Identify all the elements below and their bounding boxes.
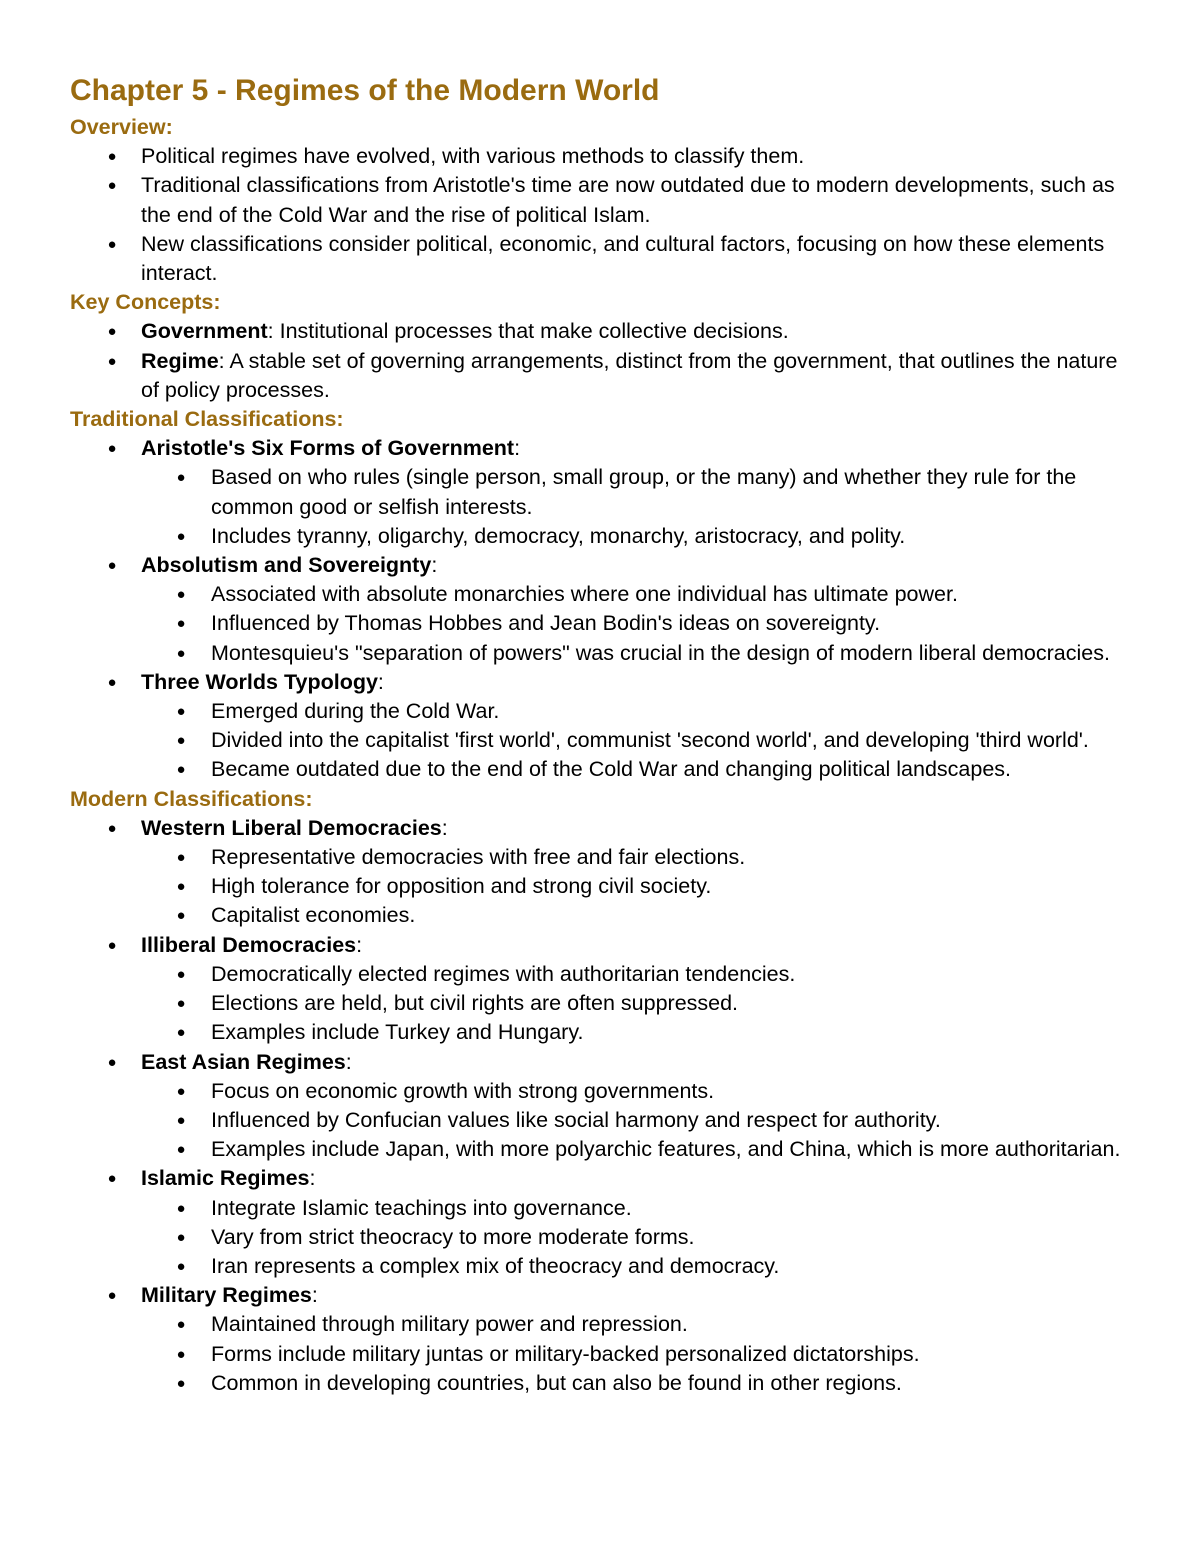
document-body	[70, 113, 1140, 1398]
bullet-list	[70, 434, 1140, 784]
term-separator: :	[356, 932, 363, 957]
sub-bullet-list	[141, 960, 1140, 1048]
list-item	[70, 317, 1140, 346]
sub-list-item	[141, 1369, 1140, 1398]
item-text: Political regimes have evolved, with various methods to classify them.	[141, 144, 805, 169]
term-label: Three Worlds Typology	[141, 669, 378, 694]
sub-item-text: Focus on economic growth with strong governments.	[211, 1078, 715, 1103]
term-separator: :	[514, 436, 521, 461]
sub-list-item	[141, 872, 1140, 901]
item-text: A stable set of governing arrangements, distinct from the government, that outlines the nature of policy processes.	[141, 348, 1118, 402]
list-item	[70, 347, 1140, 405]
sub-item-text: Democratically elected regimes with authoritarian tendencies.	[211, 961, 796, 986]
bullet-icon: ●	[107, 177, 117, 195]
document-page	[70, 70, 1140, 1398]
sub-list-item	[141, 901, 1140, 930]
bullet-icon: ●	[176, 1316, 186, 1334]
sub-list-item	[141, 1340, 1140, 1369]
sub-item-text: Influenced by Thomas Hobbes and Jean Bodin's ideas on sovereignty.	[211, 611, 881, 636]
sub-list-item	[141, 1194, 1140, 1223]
sub-item-text: Examples include Turkey and Hungary.	[211, 1020, 584, 1045]
sub-list-item	[141, 522, 1140, 551]
section-heading: Traditional Classifications:	[70, 407, 344, 432]
bullet-icon: ●	[107, 440, 117, 458]
bullet-icon: ●	[107, 936, 117, 954]
term-separator: :	[267, 319, 274, 344]
sub-list-item	[141, 960, 1140, 989]
bullet-icon: ●	[176, 1111, 186, 1129]
sub-item-text: Divided into the capitalist 'first world', communist 'second world', and developing 'third world'.	[211, 728, 1089, 753]
list-item	[70, 171, 1140, 229]
term-separator: :	[345, 1049, 352, 1074]
bullet-icon: ●	[176, 527, 186, 545]
sub-list-item	[141, 1106, 1140, 1135]
list-item	[70, 1048, 1140, 1165]
bullet-icon: ●	[176, 1024, 186, 1042]
list-item	[70, 1164, 1140, 1281]
sub-bullet-list	[141, 1077, 1140, 1165]
sub-item-text: Iran represents a complex mix of theocracy and democracy.	[211, 1253, 780, 1278]
bullet-icon: ●	[176, 761, 186, 779]
term-label: Military Regimes	[141, 1283, 312, 1308]
sub-bullet-list	[141, 697, 1140, 785]
bullet-icon: ●	[107, 352, 117, 370]
bullet-icon: ●	[176, 1345, 186, 1363]
section-heading: Modern Classifications:	[70, 786, 313, 811]
item-text: Institutional processes that make collective decisions.	[273, 319, 789, 344]
term-label: Western Liberal Democracies	[141, 815, 442, 840]
sub-item-text: Forms include military juntas or military-backed personalized dictatorships.	[211, 1341, 920, 1366]
term-label: Illiberal Democracies	[141, 932, 357, 957]
list-item	[70, 1281, 1140, 1398]
bullet-list	[70, 814, 1140, 1398]
bullet-icon: ●	[176, 703, 186, 721]
bullet-icon: ●	[107, 235, 117, 253]
bullet-icon: ●	[107, 148, 117, 166]
sub-list-item	[141, 697, 1140, 726]
item-text: New classifications consider political, economic, and cultural factors, focusing on how these elements interact.	[141, 231, 1105, 286]
list-item	[70, 814, 1140, 931]
sub-item-text: Capitalist economies.	[211, 903, 416, 928]
term-label: Aristotle's Six Forms of Government	[141, 436, 515, 461]
bullet-icon: ●	[107, 557, 117, 575]
sub-bullet-list	[141, 843, 1140, 931]
sub-item-text: Montesquieu's "separation of powers" was crucial in the design of modern liberal democracies.	[211, 640, 1110, 665]
bullet-icon: ●	[107, 1287, 117, 1305]
term-separator: :	[377, 669, 384, 694]
sub-item-text: Maintained through military power and repression.	[211, 1312, 688, 1337]
sub-item-text: Based on who rules (single person, small group, or the many) and whether they rule for the common good or selfish interests.	[211, 465, 1077, 519]
sub-bullet-list	[141, 580, 1140, 668]
sub-list-item	[141, 843, 1140, 872]
bullet-icon: ●	[176, 1228, 186, 1246]
bullet-icon: ●	[176, 965, 186, 983]
item-text: Traditional classifications from Aristotle's time are now outdated due to modern developments, such as the end of the Cold War and the rise of political Islam.	[141, 173, 1115, 227]
term-separator: :	[441, 815, 448, 840]
bullet-icon: ●	[176, 849, 186, 867]
term-label: Regime	[141, 348, 219, 373]
sub-list-item	[141, 726, 1140, 755]
list-item	[70, 551, 1140, 668]
bullet-icon: ●	[176, 615, 186, 633]
bullet-icon: ●	[107, 1053, 117, 1071]
sub-list-item	[141, 1077, 1140, 1106]
list-item	[70, 230, 1140, 288]
sub-list-item	[141, 1310, 1140, 1339]
sub-list-item	[141, 463, 1140, 521]
sub-item-text: Representative democracies with free and fair elections.	[211, 845, 746, 870]
bullet-icon: ●	[176, 1199, 186, 1217]
sub-bullet-list	[141, 1194, 1140, 1282]
sub-list-item	[141, 1223, 1140, 1252]
sub-list-item	[141, 989, 1140, 1018]
sub-list-item	[141, 1018, 1140, 1047]
term-label: Absolutism and Sovereignty	[141, 553, 432, 578]
bullet-icon: ●	[176, 1257, 186, 1275]
bullet-icon: ●	[107, 819, 117, 837]
list-item	[70, 142, 1140, 171]
sub-bullet-list	[141, 1310, 1140, 1398]
bullet-icon: ●	[176, 586, 186, 604]
sub-item-text: Examples include Japan, with more polyarchic features, and China, which is more authoritarian.	[211, 1137, 1121, 1162]
bullet-icon: ●	[107, 323, 117, 341]
sub-list-item	[141, 639, 1140, 668]
sub-list-item	[141, 580, 1140, 609]
sub-item-text: Elections are held, but civil rights are often suppressed.	[211, 991, 739, 1016]
sub-item-text: High tolerance for opposition and strong civil society.	[211, 874, 712, 899]
bullet-icon: ●	[176, 907, 186, 925]
section-heading: Key Concepts:	[70, 290, 221, 315]
list-item	[70, 931, 1140, 1048]
sub-list-item	[141, 609, 1140, 638]
sub-item-text: Influenced by Confucian values like social harmony and respect for authority.	[211, 1107, 941, 1132]
sub-item-text: Includes tyranny, oligarchy, democracy, monarchy, aristocracy, and polity.	[211, 523, 906, 548]
sub-list-item	[141, 1135, 1140, 1164]
bullet-icon: ●	[176, 995, 186, 1013]
sub-item-text: Vary from strict theocracy to more moderate forms.	[211, 1224, 695, 1249]
bullet-icon: ●	[107, 673, 117, 691]
term-separator: :	[431, 553, 438, 578]
list-item	[70, 668, 1140, 785]
sub-list-item	[141, 1252, 1140, 1281]
sub-item-text: Emerged during the Cold War.	[211, 699, 500, 724]
bullet-icon: ●	[176, 878, 186, 896]
term-label: East Asian Regimes	[141, 1049, 346, 1074]
bullet-list	[70, 317, 1140, 405]
bullet-icon: ●	[176, 1082, 186, 1100]
sub-item-text: Common in developing countries, but can also be found in other regions.	[211, 1370, 902, 1395]
bullet-icon: ●	[107, 1170, 117, 1188]
sub-bullet-list	[141, 463, 1140, 551]
sub-item-text: Became outdated due to the end of the Cold War and changing political landscapes.	[211, 757, 1012, 782]
sub-item-text: Associated with absolute monarchies where one individual has ultimate power.	[211, 582, 958, 607]
term-separator: :	[311, 1283, 318, 1308]
bullet-icon: ●	[176, 732, 186, 750]
bullet-icon: ●	[176, 1374, 186, 1392]
list-item	[70, 434, 1140, 551]
sub-item-text: Integrate Islamic teachings into governance.	[211, 1195, 632, 1220]
section-heading: Overview:	[70, 115, 173, 139]
bullet-icon: ●	[176, 644, 186, 662]
page-title: Chapter 5 - Regimes of the Modern World	[70, 74, 660, 107]
sub-list-item	[141, 755, 1140, 784]
term-label: Islamic Regimes	[141, 1166, 310, 1191]
bullet-list	[70, 142, 1140, 288]
term-separator: :	[218, 348, 225, 373]
term-label: Government	[141, 319, 268, 344]
term-separator: :	[309, 1166, 316, 1191]
bullet-icon: ●	[176, 469, 186, 487]
bullet-icon: ●	[176, 1141, 186, 1159]
